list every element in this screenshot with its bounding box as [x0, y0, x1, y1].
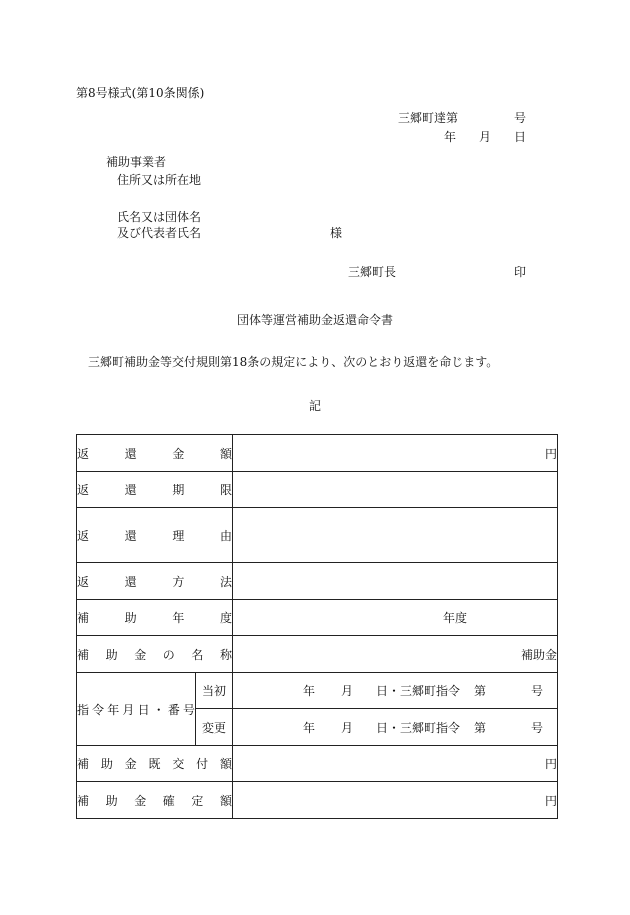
date-month: 月	[478, 130, 491, 144]
label-char: 度	[219, 611, 232, 625]
honorific-sama: 様	[330, 226, 343, 240]
label-char: 由	[219, 528, 232, 543]
label-char: 金	[124, 757, 137, 771]
value-return-amount: 円	[233, 435, 558, 472]
label-char: 助	[105, 793, 118, 808]
label-char: 額	[219, 757, 232, 771]
value-subsidy-name: 補助金	[233, 636, 558, 673]
label-char: 月	[122, 702, 135, 717]
label-char: 助	[124, 611, 137, 625]
label-subsidy-already-paid	[77, 755, 232, 772]
label-return-reason	[77, 527, 232, 544]
order-month: 月	[341, 720, 354, 735]
label-char: 限	[219, 483, 232, 497]
label-subsidy-confirmed	[77, 792, 232, 809]
label-char: 還	[124, 528, 137, 543]
value-change-order	[233, 709, 558, 746]
label-char: 確	[162, 793, 175, 808]
label-char: 令	[92, 702, 105, 717]
label-char: 日	[137, 702, 150, 717]
value-return-reason	[233, 508, 558, 563]
name-label-line2: 及び代表者氏名	[117, 226, 202, 240]
label-cell	[77, 782, 233, 819]
label-char: 交	[172, 757, 185, 771]
label-cell	[77, 508, 233, 563]
value-subsidy-already-paid: 円	[233, 746, 558, 782]
order-year: 年	[303, 720, 316, 735]
label-char: 称	[219, 647, 232, 662]
label-char: 補	[77, 793, 90, 808]
label-char: 金	[134, 793, 147, 808]
form-number-label: 第8号様式(第10条関係)	[76, 86, 205, 100]
label-change: 変更	[196, 709, 233, 746]
label-char: 還	[124, 574, 137, 589]
ki-marker: 記	[308, 399, 321, 413]
document-body: 三郷町補助金等交付規則第18条の規定により、次のとおり返還を命じます。	[88, 355, 499, 369]
label-char: 還	[124, 483, 137, 497]
label-char: 補	[77, 647, 90, 662]
order-number-prefix: 第	[474, 720, 487, 735]
order-line-change	[233, 719, 557, 736]
table-row	[77, 782, 558, 819]
value-initial-order	[233, 673, 558, 709]
label-char: 金	[134, 647, 147, 662]
label-return-amount	[77, 445, 232, 462]
label-return-deadline	[77, 481, 232, 498]
table-row	[77, 508, 558, 563]
date-day: 日	[513, 130, 526, 144]
value-return-deadline	[233, 472, 558, 508]
table-row	[77, 435, 558, 472]
label-char: 返	[77, 446, 90, 461]
document-title: 団体等運営補助金返還命令書	[236, 313, 393, 327]
label-char: 名	[191, 647, 204, 662]
order-number-suffix: 号	[530, 684, 543, 698]
label-cell	[77, 563, 233, 600]
details-table	[76, 434, 558, 819]
label-char: 額	[219, 446, 232, 461]
label-return-method	[77, 573, 232, 590]
label-char: 金	[172, 446, 185, 461]
order-year: 年	[303, 684, 316, 698]
issuer-title: 三郷町長	[348, 265, 397, 279]
label-char: 定	[191, 793, 204, 808]
label-char: 年	[107, 702, 120, 717]
issue-date	[444, 130, 526, 144]
value-subsidy-year: 年度	[233, 600, 558, 636]
label-char: 理	[172, 528, 185, 543]
label-char: 付	[196, 757, 209, 771]
label-initial: 当初	[196, 673, 233, 709]
label-char: 補	[77, 757, 90, 771]
label-char: 助	[105, 647, 118, 662]
reference-suffix: 号	[513, 111, 526, 125]
seal-mark: 印	[514, 265, 527, 279]
label-char: 指	[77, 702, 90, 717]
label-cell	[77, 600, 233, 636]
label-cell	[77, 435, 233, 472]
table-row	[77, 600, 558, 636]
table-row	[77, 673, 558, 709]
value-subsidy-confirmed: 円	[233, 782, 558, 819]
label-order-date-number	[77, 701, 195, 718]
label-char: 還	[124, 446, 137, 461]
label-char: 法	[219, 574, 232, 589]
label-char: 額	[219, 793, 232, 808]
reference-prefix: 三郷町達第	[398, 111, 459, 125]
value-return-method	[233, 563, 558, 600]
table-row	[77, 563, 558, 600]
label-char: ・	[152, 702, 165, 717]
order-day-town: 日・三郷町指令	[376, 720, 461, 735]
label-subsidy-year	[77, 609, 232, 626]
label-char: 返	[77, 574, 90, 589]
name-label-line1: 氏名又は団体名	[117, 210, 202, 224]
label-char: 既	[148, 757, 161, 771]
label-char: 年	[172, 611, 185, 625]
label-cell	[77, 673, 196, 746]
reference-number	[398, 111, 526, 125]
table-row	[77, 472, 558, 508]
label-char: 号	[182, 702, 195, 717]
label-char: 助	[100, 757, 113, 771]
order-number-suffix: 号	[530, 720, 543, 735]
order-month: 月	[341, 684, 354, 698]
label-char: 期	[172, 483, 185, 497]
table-row	[77, 636, 558, 673]
label-cell	[77, 636, 233, 673]
label-char: 補	[77, 611, 90, 625]
label-char: 番	[167, 702, 180, 717]
address-label: 住所又は所在地	[117, 173, 202, 187]
label-subsidy-name	[77, 646, 232, 663]
order-line-initial	[233, 682, 557, 699]
order-number-prefix: 第	[474, 684, 487, 698]
recipient-heading: 補助事業者	[106, 155, 167, 169]
label-cell	[77, 472, 233, 508]
table-row	[77, 746, 558, 782]
label-char: 返	[77, 528, 90, 543]
label-char: 返	[77, 483, 90, 497]
date-year: 年	[444, 130, 457, 144]
label-char: 方	[172, 574, 185, 589]
order-day-town: 日・三郷町指令	[376, 684, 461, 698]
label-cell	[77, 746, 233, 782]
label-char: の	[162, 647, 175, 662]
